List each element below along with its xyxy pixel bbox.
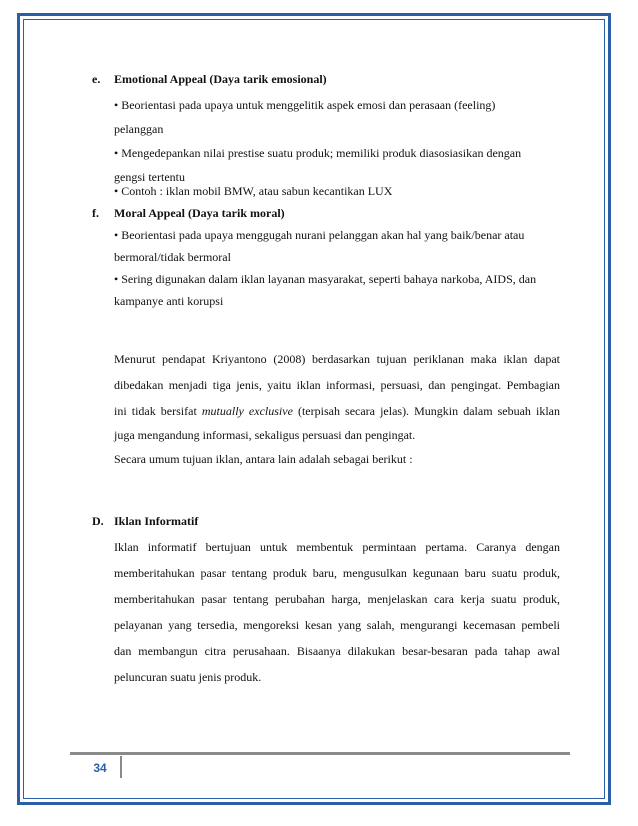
section-d-line: dan membangun citra perusahaan. Bisaanya dilakukan besar-besaran pada tahap awal: [114, 644, 560, 658]
page-number-divider: [120, 756, 122, 778]
section-f-line: • Sering digunakan dalam iklan layanan masyarakat, seperti bahaya narkoba, AIDS, dan: [114, 272, 537, 286]
paragraph-line-with-italic: [114, 404, 560, 418]
section-d-line: pelayanan yang tersedia, mengoreksi kesan yang salah, mengurangi kecemasan pembeli: [114, 618, 560, 632]
section-f-marker: f.: [92, 206, 99, 220]
section-e-line: gengsi tertentu: [114, 170, 185, 184]
section-e-marker: e.: [92, 72, 101, 86]
section-d-line: Iklan informatif bertujuan untuk membentuk permintaan pertama. Caranya dengan: [114, 540, 560, 554]
paragraph-line: juga mengandung informasi, sekaligus persuasi dan pengingat.: [114, 428, 416, 442]
page-number: 34: [93, 761, 107, 775]
section-d-heading: Iklan Informatif: [114, 514, 199, 528]
footer-rule: [70, 752, 570, 755]
paragraph-text: ini tidak bersifat: [114, 404, 202, 418]
section-f-line: • Beorientasi pada upaya menggugah nurani pelanggan akan hal yang baik/benar atau: [114, 228, 525, 242]
section-e-line: pelanggan: [114, 122, 164, 136]
section-e-line: • Beorientasi pada upaya untuk menggelitik aspek emosi dan perasaan (feeling): [114, 98, 496, 112]
section-f-line: bermoral/tidak bermoral: [114, 250, 231, 264]
paragraph-line: Secara umum tujuan iklan, antara lain adalah sebagai berikut :: [114, 452, 413, 466]
paragraph-line: Menurut pendapat Kriyantono (2008) berdasarkan tujuan periklanan maka iklan dapat: [114, 352, 560, 366]
section-d-line: memberitahukan pasar tentang perubahan harga, menjelaskan cara kerja suatu produk,: [114, 592, 560, 606]
section-f-line: kampanye anti korupsi: [114, 294, 224, 308]
section-e-heading: Emotional Appeal (Daya tarik emosional): [114, 72, 327, 86]
section-d-marker: D.: [92, 514, 104, 528]
section-e-line: • Mengedepankan nilai prestise suatu produk; memiliki produk diasosiasikan dengan: [114, 146, 522, 160]
italic-term: mutually exclusive: [201, 404, 293, 418]
section-f-heading: Moral Appeal (Daya tarik moral): [114, 206, 285, 220]
section-d-line: memberitahukan pasar tentang produk baru, mengusulkan kegunaan baru suatu produk,: [114, 566, 560, 580]
paragraph-line: dibedakan menjadi tiga jenis, yaitu iklan informasi, persuasi, dan pengingat. Pembagian: [114, 378, 560, 392]
paragraph-text: (terpisah secara jelas). Mungkin dalam sebuah iklan: [292, 404, 560, 418]
section-e-line: • Contoh : iklan mobil BMW, atau sabun kecantikan LUX: [114, 184, 393, 198]
section-d-line: peluncuran suatu jenis produk.: [114, 670, 262, 684]
